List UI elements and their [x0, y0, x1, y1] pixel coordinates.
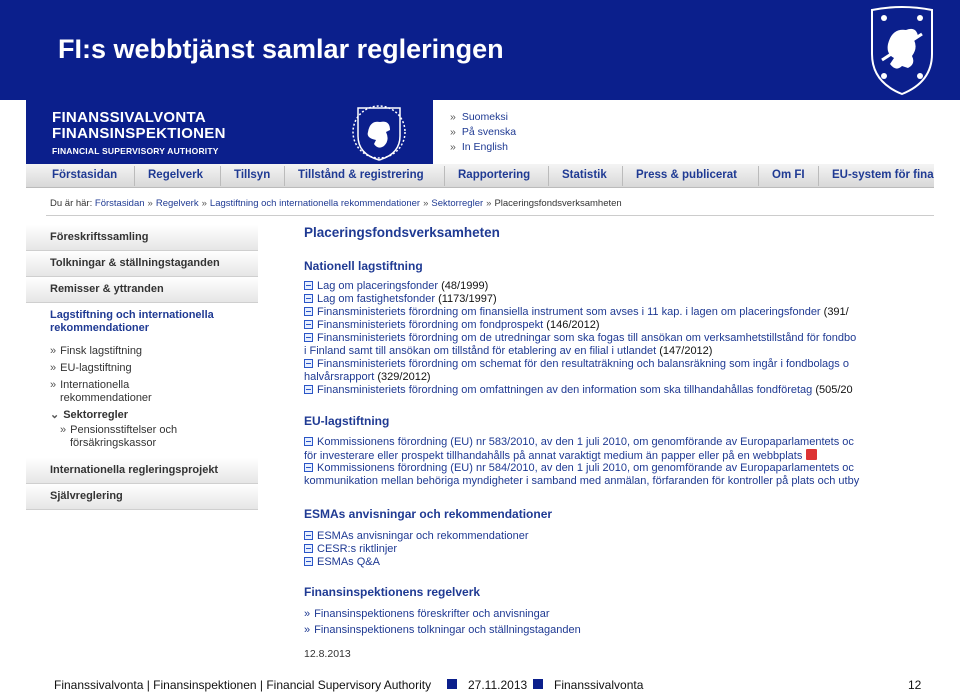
list-item[interactable]: Finansministeriets förordning om de utredningar som ska fogas till ansökan om verksamhetstillstånd för fondbo — [304, 332, 856, 345]
list-item[interactable]: Lag om fastighetsfonder (1173/1997) — [304, 293, 497, 306]
footer-org: Finanssivalvonta | Finansinspektionen | Financial Supervisory Authority — [54, 678, 432, 692]
link-icon — [304, 359, 313, 368]
nav-divider — [220, 166, 221, 186]
footer-date: 27.11.2013 — [468, 678, 528, 692]
link-icon — [304, 557, 313, 566]
link-icon — [304, 333, 313, 342]
nav-forstasidan[interactable]: Förstasidan — [52, 169, 118, 181]
list-item[interactable]: CESR:s riktlinjer — [304, 543, 397, 556]
breadcrumb: Du är här: Förstasidan » Regelverk » Lagstiftning och internationella rekommendationer » Sektorregler » Placeringsfondsverksamheten — [50, 198, 622, 209]
language-list — [450, 110, 516, 155]
logo-line-3: FINANCIAL SUPERVISORY AUTHORITY — [52, 146, 219, 156]
sidebar — [26, 225, 258, 510]
nav-divider — [758, 166, 759, 186]
sidebar-sub-pension[interactable]: » Pensionsstiftelser och — [60, 424, 178, 436]
breadcrumb-item[interactable]: Förstasidan — [94, 198, 145, 209]
list-item[interactable]: Finansministeriets förordning om finansiella instrument som avses i 11 kap. i lagen om placeringsfonder (391/ — [304, 306, 849, 319]
list-item[interactable]: Finansministeriets förordning om omfattningen av den information som ska tillhandahållas fondföretag (505/20 — [304, 384, 853, 397]
sidebar-item-remisser[interactable]: Remisser & yttranden — [26, 277, 258, 303]
sidebar-item-tolkningar[interactable]: Tolkningar & ställningstaganden — [26, 251, 258, 277]
nav-divider — [622, 166, 623, 186]
slide-footer — [0, 672, 960, 699]
breadcrumb-item[interactable]: Lagstiftning och internationella rekommendationer — [209, 198, 421, 209]
sidebar-sub-label: försäkringskassor — [70, 437, 157, 449]
list-item[interactable]: Lag om placeringsfonder (48/1999) — [304, 280, 488, 293]
breadcrumb-current: Placeringsfondsverksamheten — [494, 198, 622, 209]
sidebar-item-foreskriftssamling[interactable]: Föreskriftssamling — [26, 225, 258, 251]
divider — [46, 215, 934, 216]
list-item-continued[interactable]: i Finland samt till ansökan om tillstånd för etablering av en filial i utlandet (147/2012) — [304, 345, 713, 357]
footer-name: Finanssivalvonta — [554, 678, 644, 692]
sidebar-sub-finsk[interactable]: » Finsk lagstiftning — [50, 345, 143, 357]
link-icon — [304, 307, 313, 316]
nav-divider — [284, 166, 285, 186]
pdf-icon — [806, 449, 817, 460]
link-icon — [304, 544, 313, 553]
list-item[interactable]: » Finansinspektionens tolkningar och ställningstaganden — [304, 624, 581, 636]
page-title: Placeringsfondsverksamheten — [304, 225, 500, 240]
breadcrumb-item[interactable]: Regelverk — [155, 198, 199, 209]
site-logo[interactable] — [52, 110, 226, 159]
lang-suomeksi[interactable]: » Suomeksi — [450, 111, 508, 123]
sidebar-sub-label: rekommendationer — [60, 392, 152, 404]
website-screenshot — [26, 100, 934, 660]
section-heading: ESMAs anvisningar och rekommendationer — [304, 507, 553, 521]
nav-divider — [548, 166, 549, 186]
nav-divider — [134, 166, 135, 186]
list-item[interactable]: Kommissionens förordning (EU) nr 584/2010, av den 1 juli 2010, om genomförande av Europaparlamentets oc — [304, 462, 854, 475]
nav-press[interactable]: Press & publicerat — [636, 169, 737, 181]
nav-divider — [818, 166, 819, 186]
list-item[interactable]: Kommissionens förordning (EU) nr 583/2010, av den 1 juli 2010, om genomförande av Europaparlamentets oc — [304, 436, 854, 449]
sidebar-label: rekommendationer — [50, 322, 150, 334]
sidebar-item-internationella-projekt[interactable]: Internationella regleringsprojekt — [26, 458, 258, 484]
nav-om-fi[interactable]: Om FI — [772, 169, 805, 181]
list-item[interactable]: » Finansinspektionens föreskrifter och anvisningar — [304, 608, 550, 620]
nav-tillsyn[interactable]: Tillsyn — [234, 169, 271, 181]
section-heading: EU-lagstiftning — [304, 414, 390, 428]
sidebar-item-sjalvreglering[interactable]: Självreglering — [26, 484, 258, 510]
list-item-continued[interactable]: halvårsrapport (329/2012) — [304, 371, 431, 383]
sidebar-sub-sektorregler[interactable]: ⌄ Sektorregler — [50, 409, 129, 421]
list-item[interactable]: ESMAs Q&A — [304, 556, 380, 569]
sidebar-item-lagstiftning[interactable] — [26, 303, 258, 339]
lang-english[interactable]: » In English — [450, 141, 508, 153]
logo-line-1: FINANSSIVALVONTA — [52, 109, 206, 126]
nav-regelverk[interactable]: Regelverk — [148, 169, 203, 181]
lang-svenska[interactable]: » På svenska — [450, 126, 517, 138]
list-item[interactable]: Finansministeriets förordning om fondprospekt (146/2012) — [304, 319, 600, 332]
slide-header — [0, 0, 960, 100]
slide-title: FI:s webbtjänst samlar regleringen — [58, 34, 504, 64]
list-item-continued[interactable]: för investerare eller prospekt tillhandahålls på annat varaktigt medium än papper eller på en webbplats — [304, 449, 817, 463]
footer-square-icon — [447, 679, 457, 689]
lion-crest-icon — [862, 4, 942, 96]
list-item[interactable]: Finansministeriets förordning om schemat för den resultaträkning och balansräkning som ingår i fondbolags o — [304, 358, 849, 371]
link-icon — [304, 294, 313, 303]
page-date: 12.8.2013 — [304, 648, 351, 660]
link-icon — [304, 281, 313, 290]
nav-rapportering[interactable]: Rapportering — [458, 169, 531, 181]
link-icon — [304, 463, 313, 472]
logo-line-2: FINANSINSPEKTIONEN — [52, 125, 226, 142]
link-icon — [304, 531, 313, 540]
section-heading: Finansinspektionens regelverk — [304, 585, 481, 599]
section-heading: Nationell lagstiftning — [304, 259, 423, 273]
sidebar-sub-eu[interactable]: » EU-lagstiftning — [50, 362, 132, 374]
nav-statistik[interactable]: Statistik — [562, 169, 607, 181]
sidebar-sub-internationella[interactable]: » Internationella — [50, 379, 130, 391]
main-nav — [26, 164, 934, 188]
nav-eu-system[interactable]: EU-system för fina — [832, 169, 934, 181]
page-number: 12 — [908, 678, 922, 692]
footer-square-icon — [533, 679, 543, 689]
link-icon — [304, 320, 313, 329]
nav-divider — [444, 166, 445, 186]
sidebar-label: Lagstiftning och internationella — [50, 309, 214, 321]
list-item-continued[interactable]: kommunikation mellan behöriga myndigheter i samband med anmälan, förfaranden för kontroller på plats och utby — [304, 475, 860, 487]
site-banner — [26, 100, 433, 164]
link-icon — [304, 437, 313, 446]
breadcrumb-prefix: Du är här: — [50, 198, 93, 209]
list-item[interactable]: ESMAs anvisningar och rekommendationer — [304, 530, 529, 543]
lion-crest-icon — [344, 102, 414, 162]
breadcrumb-item[interactable]: Sektorregler — [431, 198, 484, 209]
nav-tillstand[interactable]: Tillstånd & registrering — [298, 169, 424, 181]
link-icon — [304, 385, 313, 394]
